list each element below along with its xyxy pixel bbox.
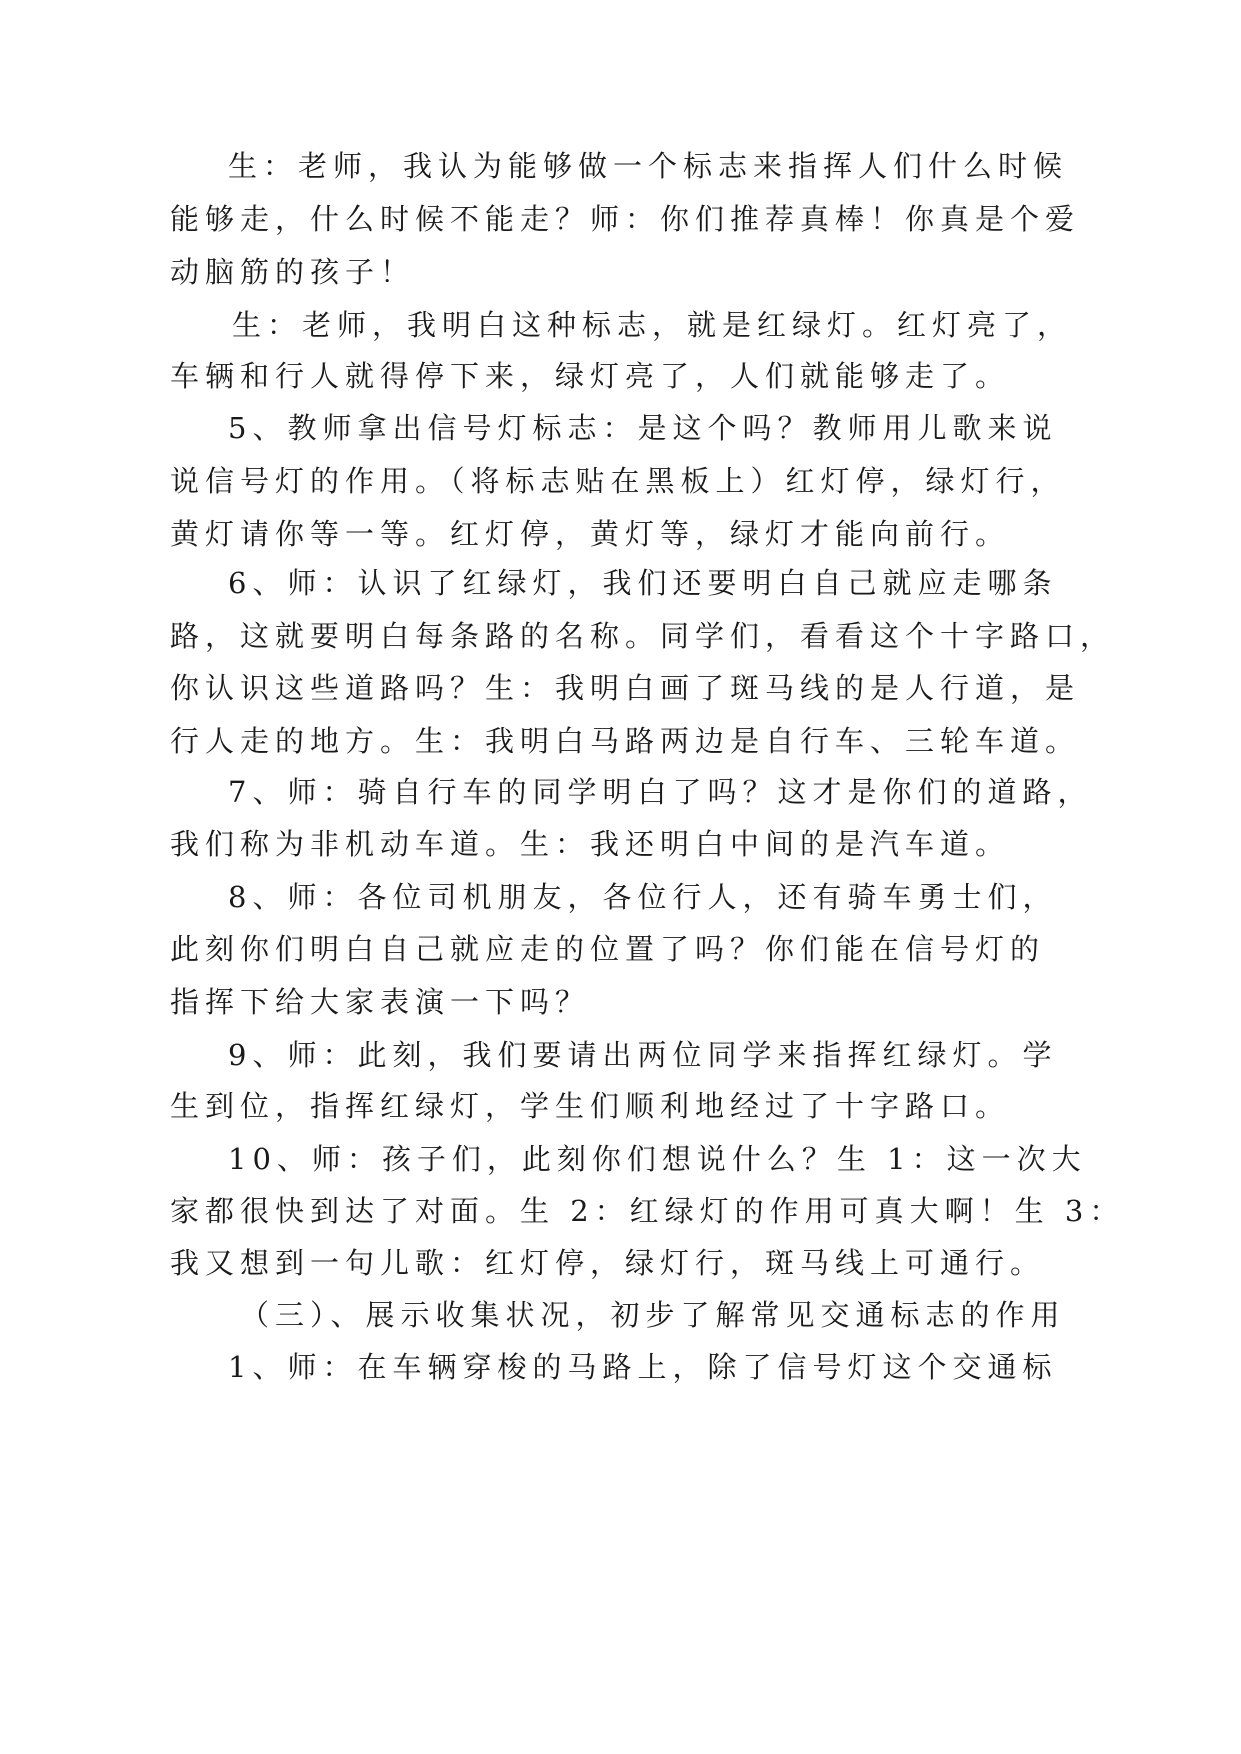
text-line: 能够走，什么时候不能走？师：你们推荐真棒！你真是个爱: [170, 202, 1081, 236]
text-line: 你认识这些道路吗？生：我明白画了斑马线的是人行道，是: [170, 671, 1081, 705]
text-line: 8、师：各位司机朋友，各位行人，还有骑车勇士们，: [228, 880, 1058, 914]
text-line: 家都很快到达了对面。生 2：红绿灯的作用可真大啊！生 3：: [170, 1194, 1125, 1228]
text-line: 生：老师，我认为能够做一个标志来指挥人们什么时候: [228, 149, 1069, 183]
text-line: 动脑筋的孩子！: [170, 255, 416, 289]
text-line: 7、师：骑自行车的同学明白了吗？这才是你们的道路，: [228, 775, 1093, 809]
text-line: 生到位，指挥红绿灯，学生们顺利地经过了十字路口。: [170, 1089, 1011, 1123]
text-line: 行人走的地方。生：我明白马路两边是自行车、三轮车道。: [170, 724, 1081, 758]
text-line: 5、教师拿出信号灯标志：是这个吗？教师用儿歌来说: [228, 411, 1058, 445]
text-line: 此刻你们明白自己就应走的位置了吗？你们能在信号灯的: [170, 932, 1046, 966]
text-line: 路，这就要明白每条路的名称。同学们，看看这个十字路口，: [170, 619, 1116, 653]
text-line: 我又想到一句儿歌：红灯停，绿灯行，斑马线上可通行。: [170, 1246, 1046, 1280]
text-line: 10、师：孩子们，此刻你们想说什么？生 1：这一次大: [228, 1142, 1087, 1176]
text-line: 生：老师，我明白这种标志，就是红绿灯。红灯亮了，: [232, 308, 1073, 342]
text-line: 9、师：此刻，我们要请出两位同学来指挥红绿灯。学: [228, 1038, 1058, 1072]
text-line: 指挥下给大家表演一下吗？: [170, 985, 591, 1019]
text-line: 黄灯请你等一等。红灯停，黄灯等，绿灯才能向前行。: [170, 517, 1011, 551]
text-line: 6、师：认识了红绿灯，我们还要明白自己就应走哪条: [228, 566, 1058, 600]
section-heading: （三）、展示收集状况，初步了解常见交通标志的作用: [240, 1298, 1066, 1332]
text-line: 说信号灯的作用。（将标志贴在黑板上）红灯停，绿灯行，: [170, 464, 1066, 498]
text-line: 1、师：在车辆穿梭的马路上，除了信号灯这个交通标: [228, 1350, 1058, 1384]
text-line: 我们称为非机动车道。生：我还明白中间的是汽车道。: [170, 827, 1011, 861]
text-line: 车辆和行人就得停下来，绿灯亮了，人们就能够走了。: [170, 359, 1011, 393]
